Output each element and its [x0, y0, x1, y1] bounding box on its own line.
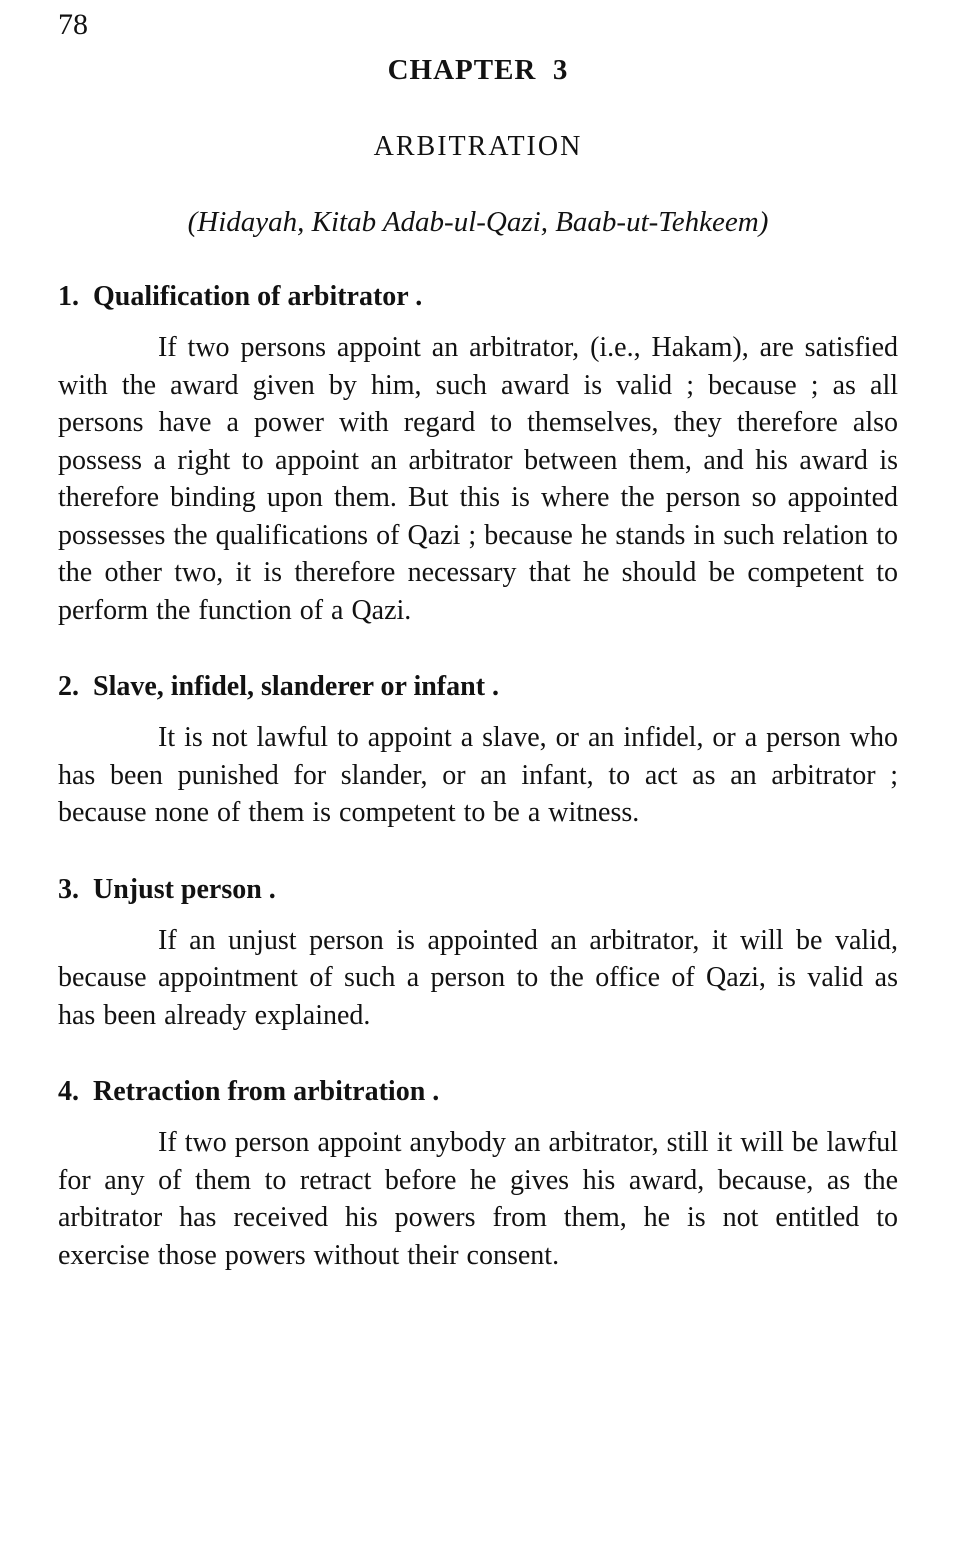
section-paragraph: If two persons appoint an arbitrator, (i.e., Hakam), are satisfied with the award given by him, such award is valid ; because ; as all persons have a power with regard to themselves, they therefore also possess a right to appoint an arbitrator between them, and his award is therefore binding upon them. But this is where the person so appointed possesses the qualifications of Qazi ; because he stands in such relation to the other two, it is therefore necessary that he should be competent to perform the function of a Qazi. [58, 332, 898, 626]
chapter-heading: CHAPTER 3 [387, 54, 569, 86]
section-heading: 4. Retraction from arbitration . [58, 1076, 440, 1107]
page-number: 78 [58, 8, 88, 41]
section-unjust-person [58, 874, 898, 1035]
section-retraction-from-arbitration [58, 1076, 898, 1274]
section-paragraph: It is not lawful to appoint a slave, or an infidel, or a person who has been punished for slander, or an infant, to act as an arbitrator ; because none of them is competent to be a witness. [58, 722, 898, 828]
section-heading: 1. Qualification of arbitrator . [58, 281, 423, 312]
source-reference: (Hidayah, Kitab Adab-ul-Qazi, Baab-ut-Tehkeem) [187, 206, 769, 238]
section-qualification-of-arbitrator [58, 281, 898, 629]
section-paragraph: If an unjust person is appointed an arbitrator, it will be valid, because appointment of such a person to the office of Qazi, is valid as has been already explained. [58, 924, 898, 1031]
section-heading: 2. Slave, infidel, slanderer or infant . [58, 671, 500, 702]
section-paragraph: If two person appoint anybody an arbitrator, still it will be lawful for any of them to retract before he gives his award, because, as the arbitrator has received his powers from them, he is not entitled to exercise those powers without their consent. [58, 1127, 898, 1271]
section-slave-infidel-slanderer-or-infant [58, 671, 898, 832]
page-title: ARBITRATION [373, 131, 583, 162]
section-heading: 3. Unjust person . [58, 873, 276, 905]
